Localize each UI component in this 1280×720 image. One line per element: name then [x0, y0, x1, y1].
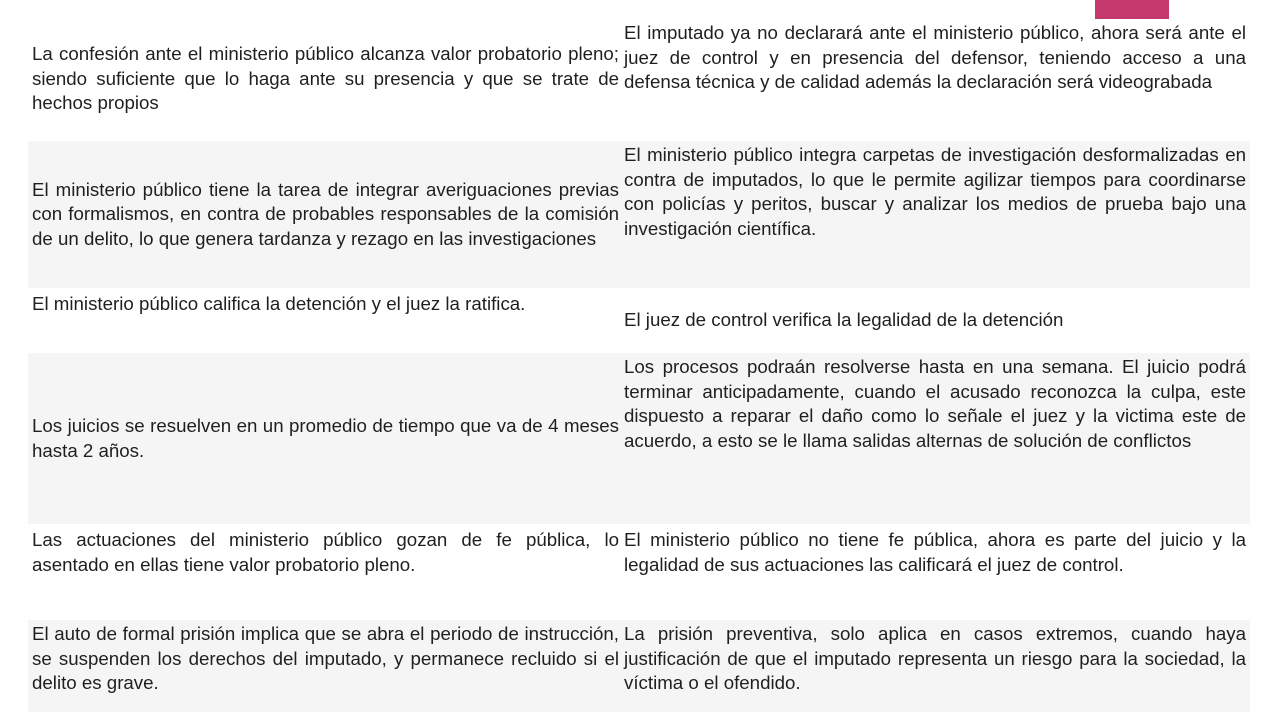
old-system-cell: El ministerio público tiene la tarea de integrar averiguaciones previas con formalismos, en contra de probables responsables de la comisión de un delito, lo que genera tardanza y rezago en las investigaciones — [32, 178, 619, 249]
table-row — [28, 526, 1250, 620]
table-row — [28, 353, 1250, 526]
old-system-cell: La confesión ante el ministerio público alcanza valor probatorio pleno; siendo suficiente que lo haga ante su presencia y que se trate de hechos propios — [32, 43, 619, 114]
new-system-cell: El juez de control verifica la legalidad de la detención — [624, 309, 1064, 331]
new-system-cell: El ministerio público no tiene fe pública, ahora es parte del juicio y la legalidad de sus actuaciones las calificará el juez de control. — [624, 529, 1246, 575]
accent-bar — [1095, 0, 1169, 19]
table-row — [28, 620, 1250, 714]
new-system-cell: El ministerio público integra carpetas de investigación desformalizadas en contra de imputados, lo que le permite agilizar tiempos para coordinarse con policías y peritos, buscar y analizar los medios de prueba bajo una investigación científica. — [624, 144, 1246, 239]
new-system-cell: Los procesos podraán resolverse hasta en una semana. El juicio podrá terminar anticipadamente, cuando el acusado reconozca la culpa, este dispuesto a reparar el daño como lo señale el juez y la victima este de acuerdo, a esto se le llama salidas alternas de solución de conflictos — [624, 356, 1246, 451]
old-system-cell: Las actuaciones del ministerio público gozan de fe pública, lo asentado en ellas tiene valor probatorio pleno. — [32, 529, 619, 575]
old-system-cell: El ministerio público califica la detención y el juez la ratifica. — [32, 293, 526, 314]
new-system-cell: El imputado ya no declarará ante el ministerio público, ahora será ante el juez de control y en presencia del defensor, teniendo acceso a una defensa técnica y de calidad además la declaración será videograbada — [624, 22, 1246, 93]
table-row — [28, 290, 1250, 353]
old-system-cell: Los juicios se resuelven en un promedio de tiempo que va de 4 meses hasta 2 años. — [32, 414, 619, 461]
comparison-table — [28, 19, 1250, 714]
table-row — [28, 19, 1250, 141]
table-row — [28, 141, 1250, 290]
old-system-cell: El auto de formal prisión implica que se abra el periodo de instrucción, se suspenden los derechos del imputado, y permanece recluido si el delito es grave. — [32, 623, 619, 694]
new-system-cell: La prisión preventiva, solo aplica en casos extremos, cuando haya justificación de que el imputado representa un riesgo para la sociedad, la víctima o el ofendido. — [624, 623, 1246, 694]
